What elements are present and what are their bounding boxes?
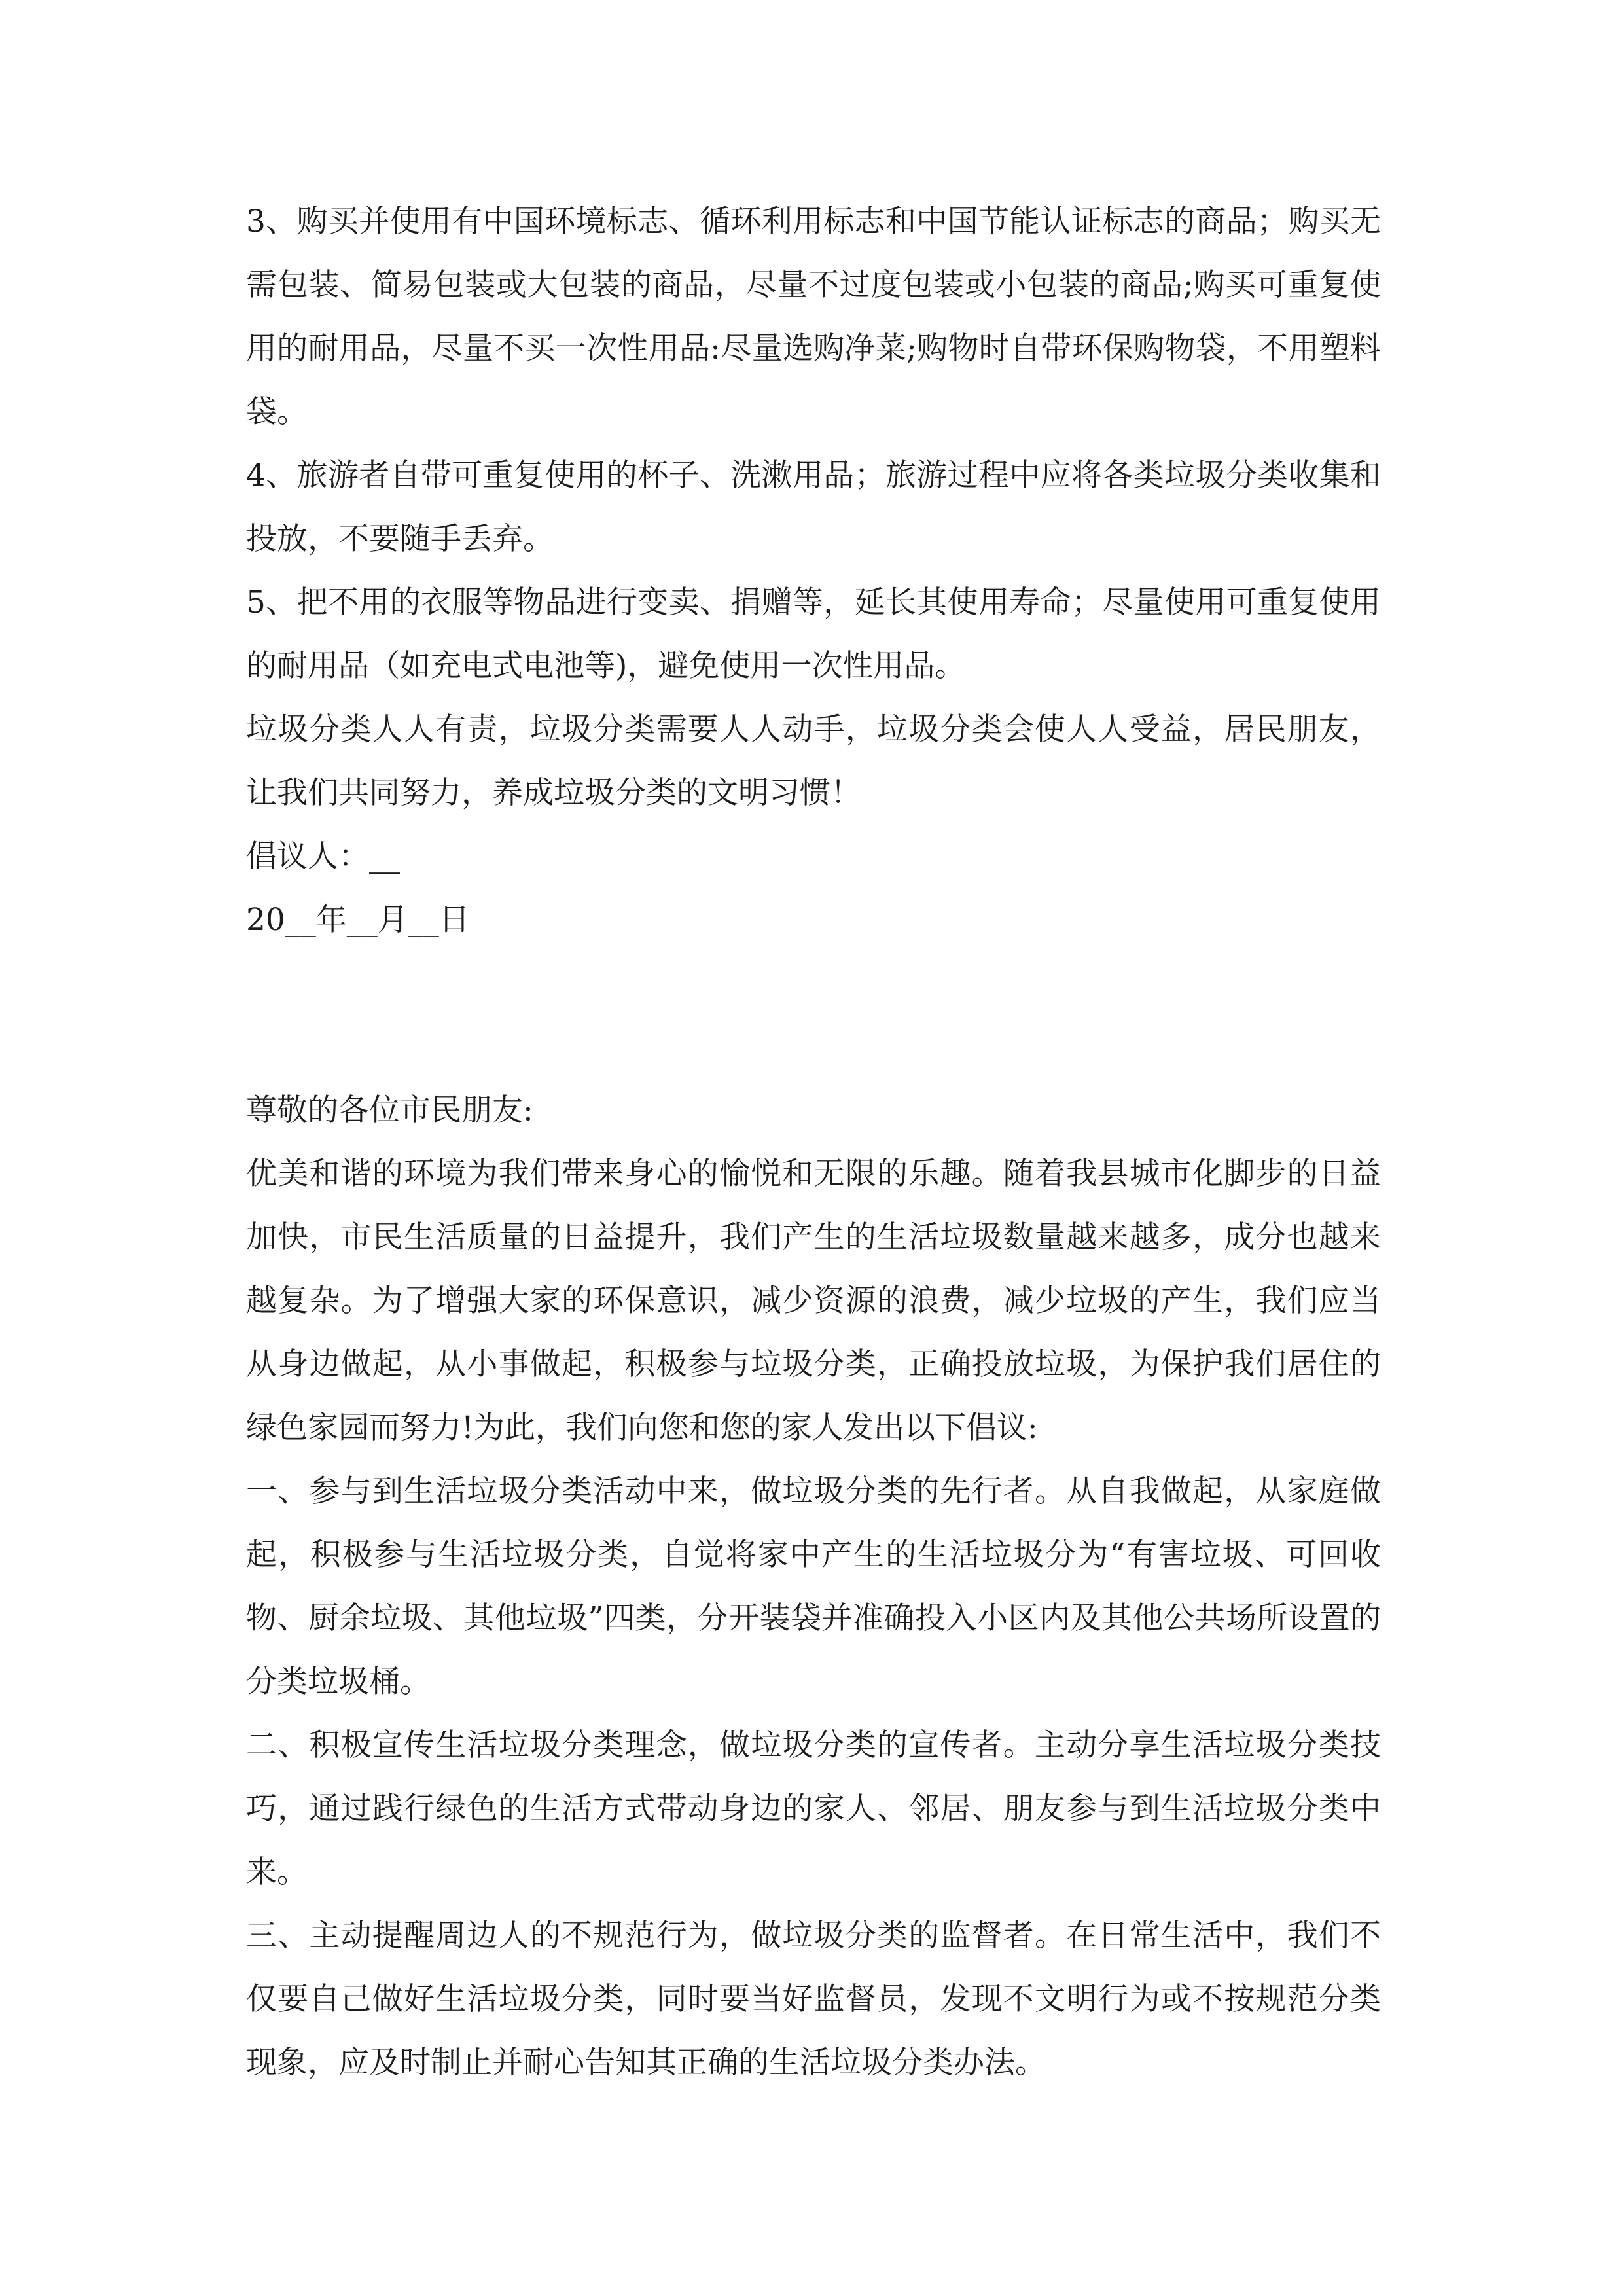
- document-page: [246, 190, 1381, 2094]
- item-3-paragraph: 3、购买并使用有中国环境标志、循环利用标志和中国节能认证标志的商品；购买无需包装、简易包装或大包装的商品，尽量不过度包装或小包装的商品;购买可重复使用的耐用品，尽量不买一次性用品:尽量选购净菜;购物时自带环保购物袋，不用塑料袋。: [246, 204, 1381, 430]
- point-1-paragraph: 一、参与到生活垃圾分类活动中来，做垃圾分类的先行者。从自我做起，从家庭做起，积极参与生活垃圾分类，自觉将家中产生的生活垃圾分为“有害垃圾、可回收物、厨余垃圾、其他垃圾”四类，分开装袋并准确投入小区内及其他公共场所设置的分类垃圾桶。: [246, 1473, 1381, 1700]
- point-2-paragraph: 二、积极宣传生活垃圾分类理念，做垃圾分类的宣传者。主动分享生活垃圾分类技巧，通过践行绿色的生活方式带动身边的家人、邻居、朋友参与到生活垃圾分类中来。: [246, 1727, 1381, 1890]
- item-4-paragraph: 4、旅游者自带可重复使用的杯子、洗漱用品；旅游过程中应将各类垃圾分类收集和投放，不要随手丢弃。: [246, 457, 1381, 557]
- greeting-line: 尊敬的各位市民朋友:: [246, 1092, 533, 1128]
- date-line: 20__年__月__日: [246, 902, 470, 938]
- point-3-paragraph: 三、主动提醒周边人的不规范行为，做垃圾分类的监督者。在日常生活中，我们不仅要自己做好生活垃圾分类，同时要当好监督员，发现不文明行为或不按规范分类现象，应及时制止并耐心告知其正确的生活垃圾分类办法。: [246, 1918, 1381, 2081]
- item-5-paragraph: 5、把不用的衣服等物品进行变卖、捐赠等，延长其使用寿命；尽量使用可重复使用的耐用品（如充电式电池等)，避免使用一次性用品。: [246, 584, 1381, 684]
- section-spacer: [246, 952, 1381, 1079]
- signer-line: 倡议人：__: [246, 838, 400, 874]
- intro-paragraph: 优美和谐的环境为我们带来身心的愉悦和无限的乐趣。随着我县城市化脚步的日益加快，市民生活质量的日益提升，我们产生的生活垃圾数量越来越多，成分也越来越复杂。为了增强大家的环保意识，减少资源的浪费，减少垃圾的产生，我们应当从身边做起，从小事做起，积极参与垃圾分类，正确投放垃圾，为保护我们居住的绿色家园而努力!为此，我们向您和您的家人发出以下倡议:: [246, 1156, 1381, 1446]
- closing-paragraph: 垃圾分类人人有责，垃圾分类需要人人动手，垃圾分类会使人人受益，居民朋友，让我们共同努力，养成垃圾分类的文明习惯！: [246, 711, 1381, 811]
